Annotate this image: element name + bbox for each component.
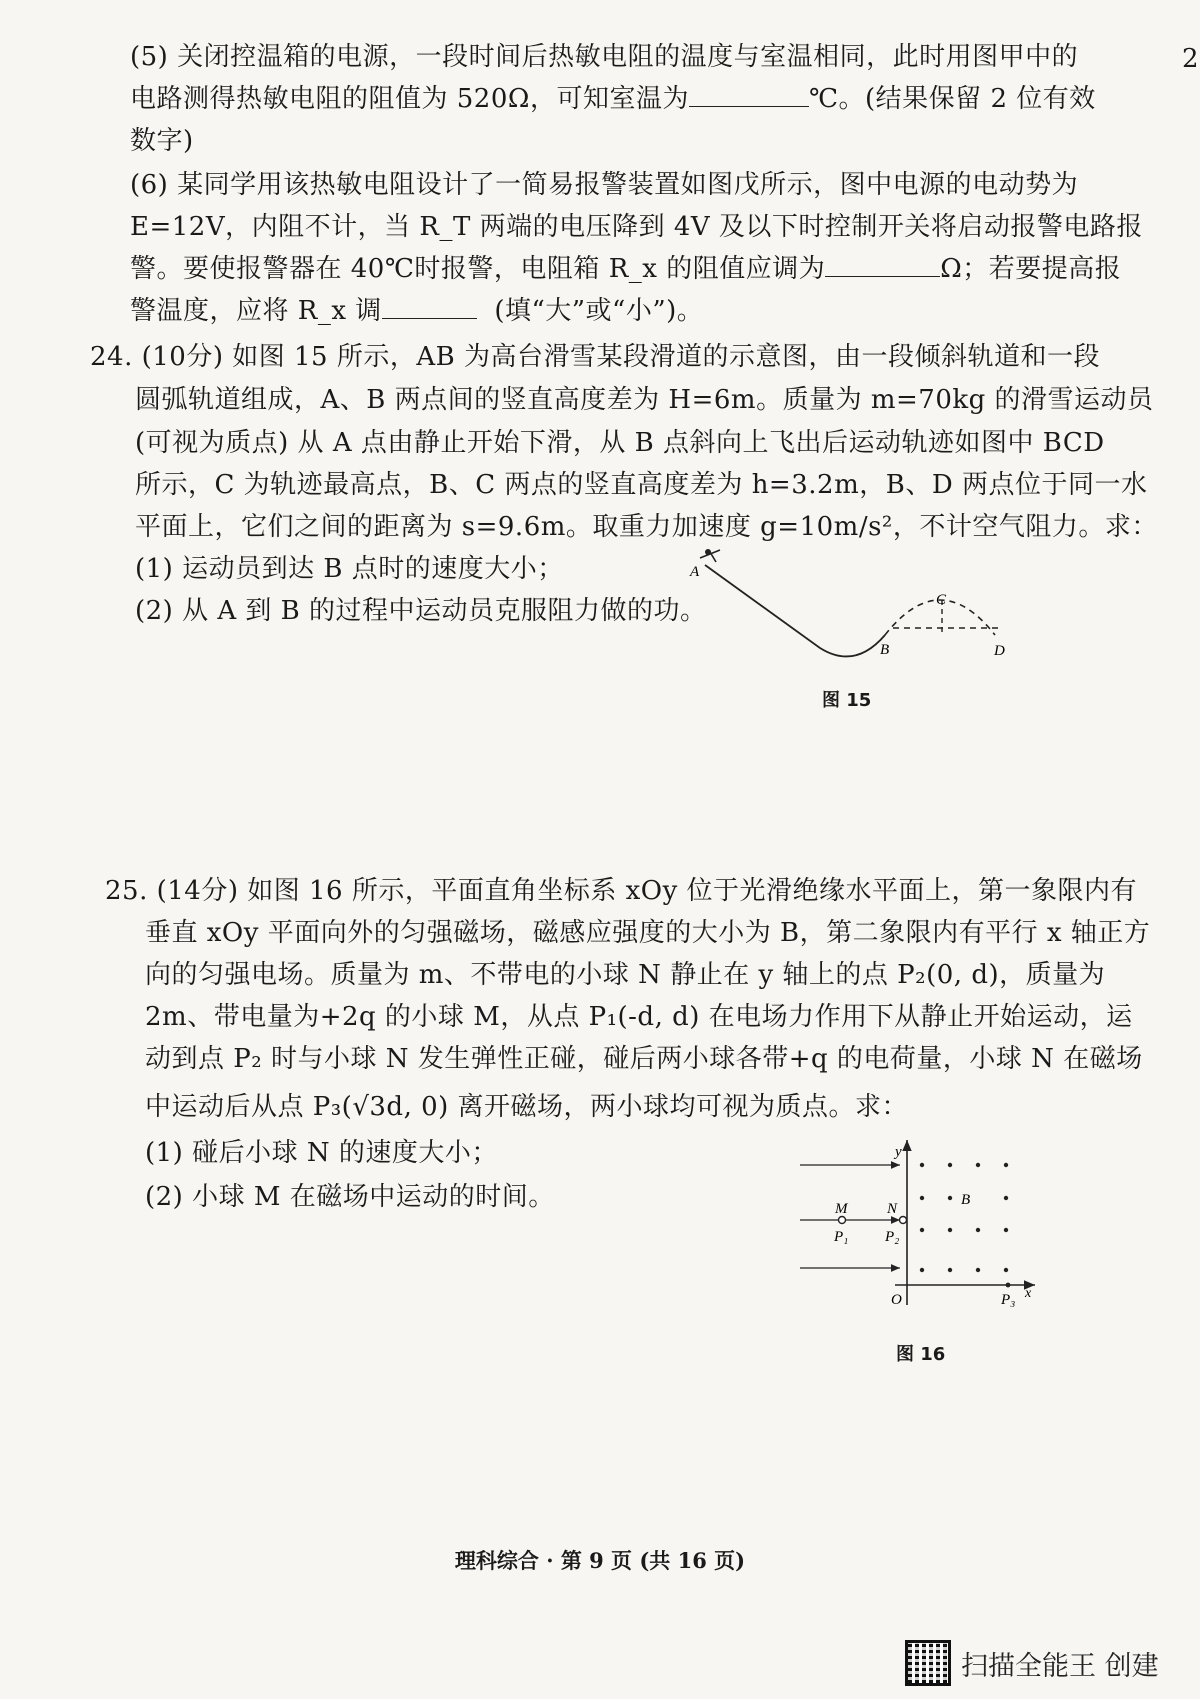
text-line: (6) 某同学用该热敏电阻设计了一简易报警装置如图戊所示，图中电源的电动势为 [130, 170, 1079, 200]
text-fragment: 警温度，应将 R_x 调 [130, 296, 382, 326]
text-line: 向的匀强电场。质量为 m、不带电的小球 N 静止在 y 轴上的点 P₂(0, d)，质量为 [145, 960, 1106, 990]
text-line: 所示，C 为轨迹最高点，B、C 两点的竖直高度差为 h=3.2m，B、D 两点位于同一水 [135, 470, 1148, 500]
label-c: C [936, 592, 947, 608]
label-a: A [690, 564, 700, 580]
text-line: 数字) [130, 126, 194, 156]
figure-15-diagram [680, 540, 1020, 680]
text-line: 25. (14分) 如图 16 所示，平面直角坐标系 xOy 位于光滑绝缘水平面上，第一象限内有 [105, 876, 1138, 906]
text-line [130, 252, 1121, 286]
skier-head-icon [705, 549, 711, 555]
text-line [130, 82, 1096, 116]
answer-blank[interactable] [689, 84, 809, 107]
text-fragment: ℃。(结果保留 2 位有效 [808, 84, 1096, 114]
text-line: 垂直 xOy 平面向外的匀强磁场，磁感应强度的大小为 B，第二象限内有平行 x 轴正方 [145, 918, 1151, 948]
magnetic-field-dots [920, 1163, 1011, 1288]
text-line: 2m、带电量为+2q 的小球 M，从点 P₁(-d, d) 在电场力作用下从静止开始运动，运 [145, 1002, 1133, 1032]
text-line: (5) 关闭控温箱的电源，一段时间后热敏电阻的温度与室温相同，此时用图甲中的 [130, 42, 1079, 72]
label-b: B [880, 642, 890, 658]
figure-15-caption: 图 15 [822, 690, 872, 711]
label-b-field: B [961, 1192, 971, 1208]
text-line: 圆弧轨道组成，A、B 两点间的竖直高度差为 H=6m。质量为 m=70kg 的滑雪运动员 [135, 385, 1154, 415]
qr-code-icon [905, 1640, 951, 1686]
text-line: 动到点 P₂ 时与小球 N 发生弹性正碰，碰后两小球各带+q 的电荷量，小球 N 在磁场 [145, 1044, 1143, 1074]
scanner-watermark [905, 1640, 1159, 1686]
label-y: y [895, 1144, 902, 1160]
figure-16-caption: 图 16 [896, 1344, 946, 1365]
answer-blank[interactable] [825, 254, 940, 277]
text-line: (可视为质点) 从 A 点由静止开始下滑，从 B 点斜向上飞出后运动轨迹如图中 BCD [135, 428, 1105, 458]
ball-m [839, 1217, 846, 1224]
figure-16-diagram [795, 1130, 1045, 1320]
answer-blank[interactable] [382, 296, 477, 319]
text-fragment: 警。要使报警器在 40℃时报警，电阻箱 R_x 的阻值应调为 [130, 254, 826, 284]
label-p3: P₃ [1001, 1292, 1016, 1308]
text-line: 24. (10分) 如图 15 所示，AB 为高台滑雪某段滑道的示意图，由一段倾斜轨道和一段 [90, 342, 1101, 372]
ski-track [705, 565, 885, 656]
text-line: (2) 小球 M 在磁场中运动的时间。 [145, 1182, 555, 1212]
watermark-text: 扫描全能王 创建 [961, 1650, 1159, 1682]
text-line: (2) 从 A 到 B 的过程中运动员克服阻力做的功。 [135, 596, 707, 626]
text-line: (1) 碰后小球 N 的速度大小； [145, 1138, 498, 1168]
label-p2: P₂ [885, 1229, 900, 1245]
text-line: 中运动后从点 P₃(√3d, 0) 离开磁场，两小球均可视为质点。求： [145, 1092, 909, 1122]
text-line: 平面上，它们之间的距离为 s=9.6m。取重力加速度 g=10m/s²，不计空气阻力。求： [135, 512, 1158, 542]
text-fragment: 电路测得热敏电阻的阻值为 520Ω，可知室温为 [130, 84, 689, 114]
page-corner-number: 2 [1182, 44, 1199, 74]
page-footer: 理科综合 · 第 9 页 (共 16 页) [454, 1548, 746, 1573]
label-n: N [887, 1201, 898, 1217]
text-line [130, 294, 703, 328]
text-fragment: Ω；若要提高报 [940, 254, 1122, 284]
label-p1: P₁ [834, 1229, 849, 1245]
label-d: D [994, 643, 1005, 659]
ball-n [900, 1217, 907, 1224]
label-o: O [891, 1292, 902, 1308]
text-line: E=12V，内阻不计，当 R_T 两端的电压降到 4V 及以下时控制开关将启动报警电路报 [130, 212, 1143, 242]
text-fragment: (填“大”或“小”)。 [494, 296, 704, 326]
text-line: (1) 运动员到达 B 点时的速度大小； [135, 554, 564, 584]
label-x: x [1025, 1286, 1032, 1301]
label-m: M [835, 1201, 848, 1217]
